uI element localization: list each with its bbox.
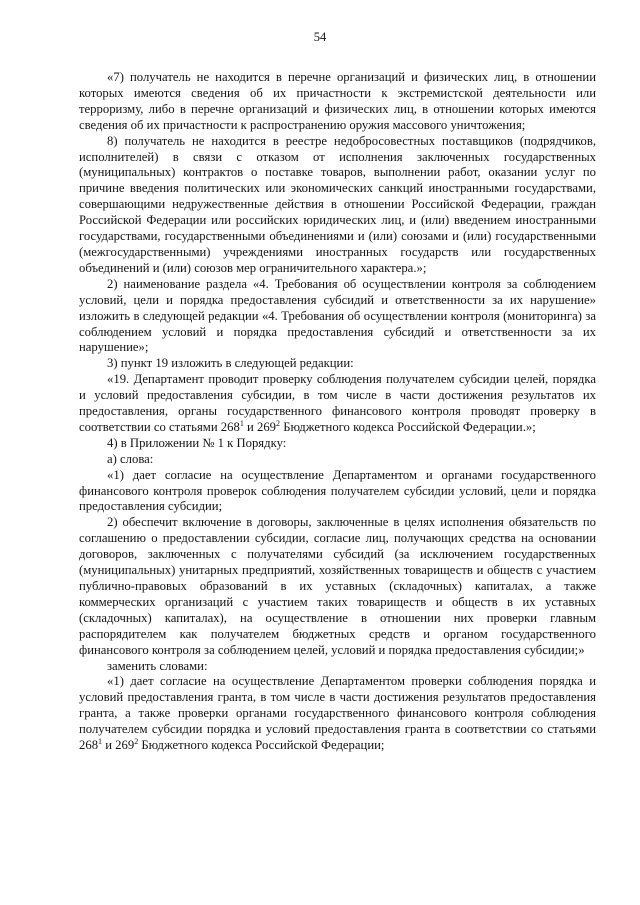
superscript: 1 bbox=[98, 737, 103, 747]
text-fragment: «1) дает согласие на осуществление Департаментом проверки соблюдения порядка и условий предоставления гранта, в том числе в части достижения результатов предоставления гранта, а также проверки органами государственного финансового контроля соблюдения получателем субсидии порядка и условий предоставления гранта в соответствии со статьями 268 bbox=[79, 674, 596, 753]
paragraph-amend-3: 3) пункт 19 изложить в следующей редакции: bbox=[107, 356, 354, 371]
paragraph-new-1 bbox=[79, 674, 596, 754]
text-fragment: и 269 bbox=[243, 419, 277, 434]
paragraph-item-8: 8) получатель не находится в реестре недобросовестных поставщиков (подрядчиков, исполнителей) в связи с отказом от исполнения заключенных государственных (муниципальных) контрактов о поставке товаров, выполнении работ, оказании услуг по причине введения политических или экономических санкций иностранными государствами, совершающими недружественные действия в отношении Российской Федерации, граждан Российской Федерации или российских юридических лиц, и (или) введением иностранными государствами, государственными объединениями и (или) союзами и (или) государственными (межгосударственными) учреждениями иностранных государств или государственных объединений и (или) союзов мер ограничительного характера.»; bbox=[79, 133, 596, 275]
superscript: 2 bbox=[276, 418, 281, 428]
paragraph-point-19 bbox=[79, 372, 596, 436]
document-body bbox=[79, 70, 596, 754]
text-fragment: Бюджетного кодекса Российской Федерации.»; bbox=[280, 419, 536, 434]
page-number: 54 bbox=[313, 30, 327, 44]
paragraph-item-7: «7) получатель не находится в перечне организаций и физических лиц, в отношении которых имеются сведения об их причастности к экстремистской деятельности или терроризму, либо в перечне организаций и физических лиц, в отношении которых имеются сведения об их причастности к распространению оружия массового уничтожения; bbox=[79, 70, 596, 132]
text-fragment: «19. Департамент проводит проверку соблюдения получателем субсидии целей, порядка и условий предоставления субсидии, в том числе в части достижения результатов их предоставления, органы государственного финансового контроля проводят проверку в соответствии со статьями 268 bbox=[79, 372, 596, 434]
text-fragment: и 269 bbox=[102, 738, 135, 753]
paragraph-old-2: 2) обеспечит включение в договоры, заключенные в целях исполнения обязательств по соглашению о предоставлении субсидии, согласие лиц, получающих средства на основании договоров, заключенных с получателями субсидий (за исключением государственных (муниципальных) унитарных предприятий, хозяйственных товариществ и обществ с участием публично-правовых образований в их уставных (складочных) капиталах, а также коммерческих организаций с участием таких товариществ и обществ в их уставных (складочных) капиталах), на осуществление в отношении них проверки главным распорядителем как получателем бюджетных средств и органом государственного финансового контроля за соблюдением целей, условий и порядка предоставления субсидии;» bbox=[79, 515, 596, 657]
text-fragment: Бюджетного кодекса Российской Федерации; bbox=[138, 738, 385, 753]
superscript: 1 bbox=[239, 418, 244, 428]
paragraph-old-1: «1) дает согласие на осуществление Департаментом и органами государственного финансового контроля проверок соблюдения получателем субсидии условий, цели и порядка предоставления субсидии; bbox=[79, 467, 596, 514]
paragraph-amend-2: 2) наименование раздела «4. Требования об осуществлении контроля за соблюдением условий, цели и порядка предоставления субсидий и ответственности за их нарушение» изложить в следующей редакции «4. Требования об осуществлении контроля (мониторинга) за соблюдением условий и порядка предоставления субсидий и ответственности за их нарушение»; bbox=[79, 276, 596, 355]
paragraph-amend-4: 4) в Приложении № 1 к Порядку: bbox=[107, 435, 287, 450]
paragraph-replace: заменить словами: bbox=[107, 658, 208, 673]
paragraph-words-a: а) слова: bbox=[107, 451, 154, 466]
superscript: 2 bbox=[134, 737, 139, 747]
